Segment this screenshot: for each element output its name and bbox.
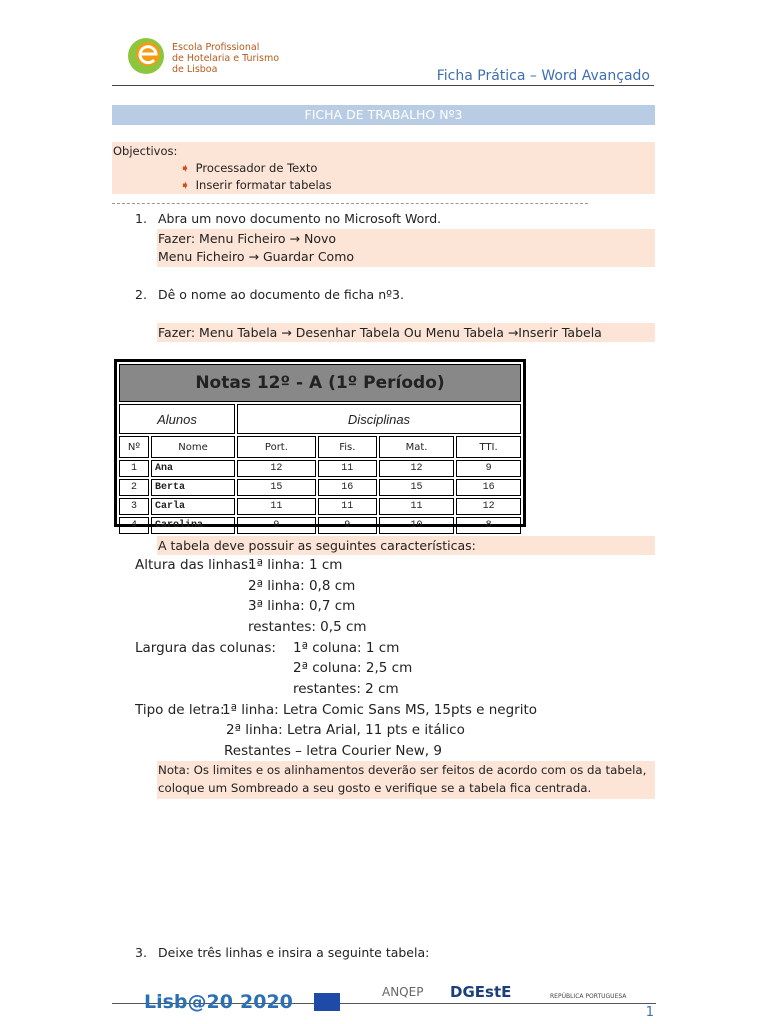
grades-table — [114, 359, 526, 531]
step-1-do-line1: Fazer: Menu Ficheiro → Novo — [158, 231, 337, 246]
note-line1: Nota: Os limites e os alinhamentos deverão ser feitos de acordo com os da tabela, — [158, 763, 647, 777]
step-1-do-line2: Menu Ficheiro → Guardar Como — [158, 249, 355, 264]
font-type-label: Tipo de letra: — [135, 702, 225, 718]
table-cell: 12 — [379, 460, 454, 477]
characteristics-intro: A tabela deve possuir as seguintes características: — [158, 538, 476, 553]
table-cell: Carolina — [151, 517, 235, 534]
column-header: Fis. — [318, 436, 377, 458]
table-cell: Ana — [151, 460, 235, 477]
table-cell: 3 — [119, 498, 149, 515]
column-header: Port. — [237, 436, 316, 458]
table-cell: 4 — [119, 517, 149, 534]
objectives-label: Objectivos: — [113, 144, 178, 158]
table-alunos-header: Alunos — [119, 404, 235, 434]
font-type-2: 2ª linha: Letra Arial, 11 pts e itálico — [226, 722, 465, 738]
table-cell: 2 — [119, 479, 149, 496]
step-2-text: Dê o nome ao documento de ficha nº3. — [158, 287, 404, 302]
anqep-logo: ANQEP — [382, 985, 424, 999]
school-logo-icon — [126, 32, 166, 76]
column-width-1: 1ª coluna: 1 cm — [293, 640, 400, 656]
table-cell: Berta — [151, 479, 235, 496]
table-disciplinas-header: Disciplinas — [237, 404, 521, 434]
note-line2: coloque um Sombreado a seu gosto e verifique se a tabela fica centrada. — [158, 781, 592, 795]
bullet-arrow-icon: ➧ — [180, 161, 191, 175]
table-cell: 11 — [237, 498, 316, 515]
objective-item — [180, 161, 317, 175]
step-1-number: 1. — [135, 211, 147, 226]
page-number: 1 — [645, 1005, 654, 1020]
column-header: Mat. — [379, 436, 454, 458]
dashed-divider — [112, 203, 588, 204]
table-cell: 16 — [318, 479, 377, 496]
font-type-rest: Restantes – letra Courier New, 9 — [224, 743, 442, 759]
table-cell: 1 — [119, 460, 149, 477]
bullet-arrow-icon: ➧ — [180, 178, 191, 192]
step-2-do-text: Fazer: Menu Tabela → Desenhar Tabela Ou Menu Tabela →Inserir Tabela — [158, 325, 602, 340]
table-cell: 15 — [379, 479, 454, 496]
table-row — [119, 479, 521, 496]
table-cell: 11 — [379, 498, 454, 515]
row-height-2: 2ª linha: 0,8 cm — [248, 578, 356, 594]
document-title: Ficha Prática – Word Avançado — [436, 68, 650, 84]
objective-text: Inserir formatar tabelas — [195, 178, 332, 192]
sheet-title: FICHA DE TRABALHO Nº3 — [112, 105, 655, 125]
republica-portuguesa-logo: REPÚBLICA PORTUGUESA — [550, 993, 627, 1000]
table-cell: 9 — [318, 517, 377, 534]
table-cell: 16 — [456, 479, 521, 496]
row-height-1: 1ª linha: 1 cm — [248, 557, 343, 573]
eu-flag-icon — [314, 993, 340, 1011]
table-cell: 12 — [237, 460, 316, 477]
dgeste-logo: DGEstE — [450, 983, 512, 1001]
table-cell: 11 — [318, 460, 377, 477]
step-3-number: 3. — [135, 945, 147, 960]
row-height-3: 3ª linha: 0,7 cm — [248, 598, 356, 614]
school-logo — [126, 32, 296, 78]
table-cell: 11 — [318, 498, 377, 515]
table-cell: 10 — [379, 517, 454, 534]
header-divider — [112, 85, 654, 86]
school-name-line3: de Lisboa — [172, 64, 218, 75]
table-cell: 9 — [237, 517, 316, 534]
school-name-line2: de Hotelaria e Turismo — [172, 53, 280, 64]
column-width-rest: restantes: 2 cm — [293, 681, 399, 697]
portugal2020-logo: 2020 — [240, 991, 293, 1013]
column-header: Nº — [119, 436, 149, 458]
school-name-line1: Escola Profissional — [172, 42, 260, 53]
column-width-2: 2ª coluna: 2,5 cm — [293, 660, 413, 676]
row-height-label: Altura das linhas: — [135, 557, 253, 573]
table-row — [119, 460, 521, 477]
objective-item — [180, 178, 332, 192]
table-row — [119, 498, 521, 515]
table-cell: Carla — [151, 498, 235, 515]
column-header: TTI. — [456, 436, 521, 458]
column-header: Nome — [151, 436, 235, 458]
table-cell: 9 — [456, 460, 521, 477]
footer-logos — [144, 985, 634, 1019]
table-row — [119, 517, 521, 534]
table-cell: 15 — [237, 479, 316, 496]
step-1-text: Abra um novo documento no Microsoft Word. — [158, 211, 442, 226]
table-cell: 8 — [456, 517, 521, 534]
step-2-number: 2. — [135, 287, 147, 302]
table-cell: 12 — [456, 498, 521, 515]
table-title: Notas 12º - A (1º Período) — [119, 364, 521, 402]
step-3-text: Deixe três linhas e insira a seguinte tabela: — [158, 945, 430, 960]
lisboa2020-logo: Lisb@20 — [144, 991, 233, 1013]
column-width-label: Largura das colunas: — [135, 640, 276, 656]
font-type-1: 1ª linha: Letra Comic Sans MS, 15pts e negrito — [222, 702, 538, 718]
objective-text: Processador de Texto — [195, 161, 318, 175]
row-height-rest: restantes: 0,5 cm — [248, 619, 367, 635]
